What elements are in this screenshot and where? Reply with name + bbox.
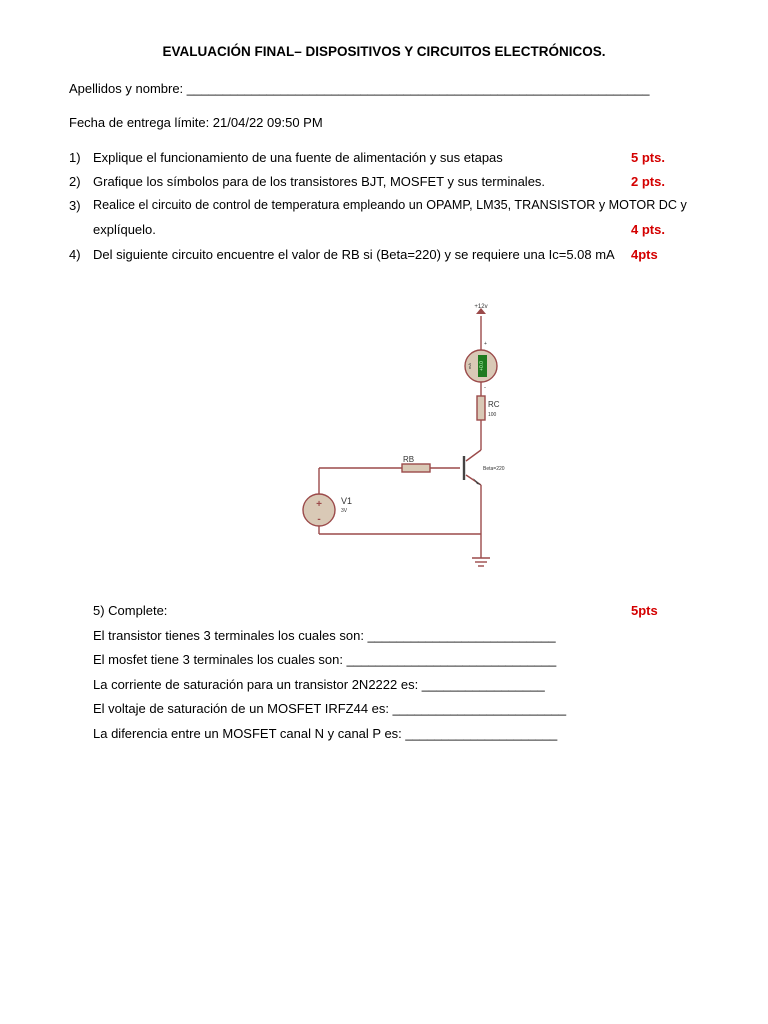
- question-text: Realice el circuito de control de temperatura empleando un OPAMP, LM35, TRANSISTOR y MOTOR DC y: [93, 198, 687, 212]
- v1-value: 3V: [341, 508, 348, 514]
- question-text-continued: explíquelo.: [93, 222, 156, 237]
- rc-resistor-icon: [477, 396, 485, 420]
- document-title: EVALUACIÓN FINAL– DISPOSITIVOS Y CIRCUITOS ELECTRÓNICOS.: [162, 44, 606, 59]
- bjt-circuit-diagram: [290, 300, 520, 575]
- complete-line: La diferencia entre un MOSFET canal N y canal P es: _____________________: [93, 726, 558, 741]
- rc-value: 100: [488, 412, 497, 418]
- name-field-label: Apellidos y nombre: ________________________________________________________________: [69, 81, 650, 96]
- v1-minus: -: [317, 514, 321, 525]
- v1-plus: +: [316, 499, 322, 510]
- rb-label: RB: [403, 455, 415, 464]
- complete-points: 5pts: [631, 603, 658, 618]
- complete-line: El transistor tienes 3 terminales los cuales son: __________________________: [93, 628, 556, 643]
- ground-icon: [472, 558, 490, 566]
- question-number: 3): [69, 198, 81, 213]
- due-date-label: Fecha de entrega límite: 21/04/22 09:50 PM: [69, 115, 323, 130]
- complete-heading: 5) Complete:: [93, 603, 168, 618]
- complete-line: El voltaje de saturación de un MOSFET IRFZ44 es: ________________________: [93, 701, 567, 716]
- question-points: 5 pts.: [631, 150, 665, 165]
- rb-resistor-icon: [402, 464, 430, 472]
- ammeter-minus: -: [484, 385, 486, 391]
- question-number: 1): [69, 150, 81, 165]
- question-text: Grafique los símbolos para de los transistores BJT, MOSFET y sus terminales.: [93, 174, 546, 189]
- rc-label: RC: [488, 400, 500, 409]
- beta-label: Beta=220: [483, 466, 505, 472]
- question-points: 4 pts.: [631, 222, 665, 237]
- v1-label: V1: [341, 496, 353, 506]
- emitter-arrow-icon: [473, 478, 481, 485]
- question-text: Del siguiente circuito encuentre el valor de RB si (Beta=220) y se requiere una Ic=5.08 mA: [93, 247, 615, 262]
- question-number: 4): [69, 247, 81, 262]
- ammeter-plus: +: [484, 341, 487, 347]
- ammeter-unit: mA: [467, 363, 472, 369]
- ammeter-value: +0.0: [479, 361, 485, 371]
- question-points: 4pts: [631, 247, 658, 262]
- question-points: 2 pts.: [631, 174, 665, 189]
- question-number: 2): [69, 174, 81, 189]
- question-text: Explique el funcionamiento de una fuente de alimentación y sus etapas: [93, 150, 503, 165]
- complete-line: El mosfet tiene 3 terminales los cuales son: _____________________________: [93, 652, 557, 667]
- complete-line: La corriente de saturación para un transistor 2N2222 es: _________________: [93, 677, 545, 692]
- supply-label: +12v: [474, 304, 488, 310]
